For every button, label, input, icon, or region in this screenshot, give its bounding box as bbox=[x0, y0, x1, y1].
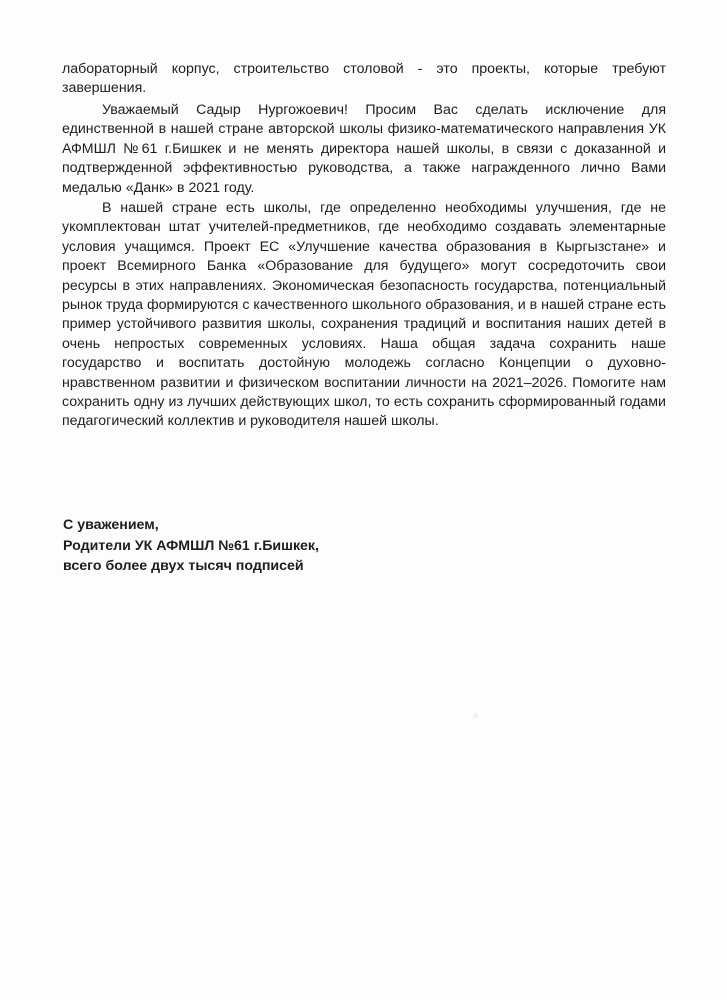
signature-block bbox=[63, 515, 319, 577]
sender-line: Родители УК АФМШЛ №61 г.Бишкек, bbox=[63, 537, 319, 554]
letter-paragraph-1: лабораторный корпус, строительство столовой - это проекты, которые требуют завершения. bbox=[62, 61, 666, 97]
signature-count-line: всего более двух тысяч подписей bbox=[63, 558, 304, 574]
letter-paragraph-3: В нашей стране есть школы, где определенно необходимы улучшения, где не укомплектован штат учителей-предметников, где необходимо создавать элементарные условия учащимся. Проект ЕС «Улучшение качества образования в Кыргызстане» и проект Всемирного Банка «Образование для будущего» могут сосредоточить свои ресурсы в этих направлениях. Экономическая безопасность государства, потенциальный рынок труда формируются с качественного школьного образования, и в нашей стране есть пример устойчивого развития школы, сохранения традиций и воспитания наших детей в очень непростых современных условиях. Наша общая задача сохранить наше государство и воспитать достойную молодежь согласно Концепции о духовно-нравственном развитии и физическом воспитании личности на 2021–2026. Помогите нам сохранить одну из лучших действующих школ, то есть сохранить сформированный годами педагогический коллектив и руководителя нашей школы. bbox=[62, 200, 666, 430]
letter-paragraph-2: Уважаемый Садыр Нургожоевич! Просим Вас сделать исключение для единственной в нашей стране авторской школы физико-математического направления УК АФМШЛ №61 г.Бишкек и не менять директора нашей школы, в связи с доказанной и подтвержденной эффективностью руководства, а также награжденного лично Вами медалью «Данк» в 2021 году. bbox=[62, 102, 666, 196]
page-mark: а bbox=[473, 710, 479, 720]
closing-line: С уважением, bbox=[63, 517, 159, 533]
